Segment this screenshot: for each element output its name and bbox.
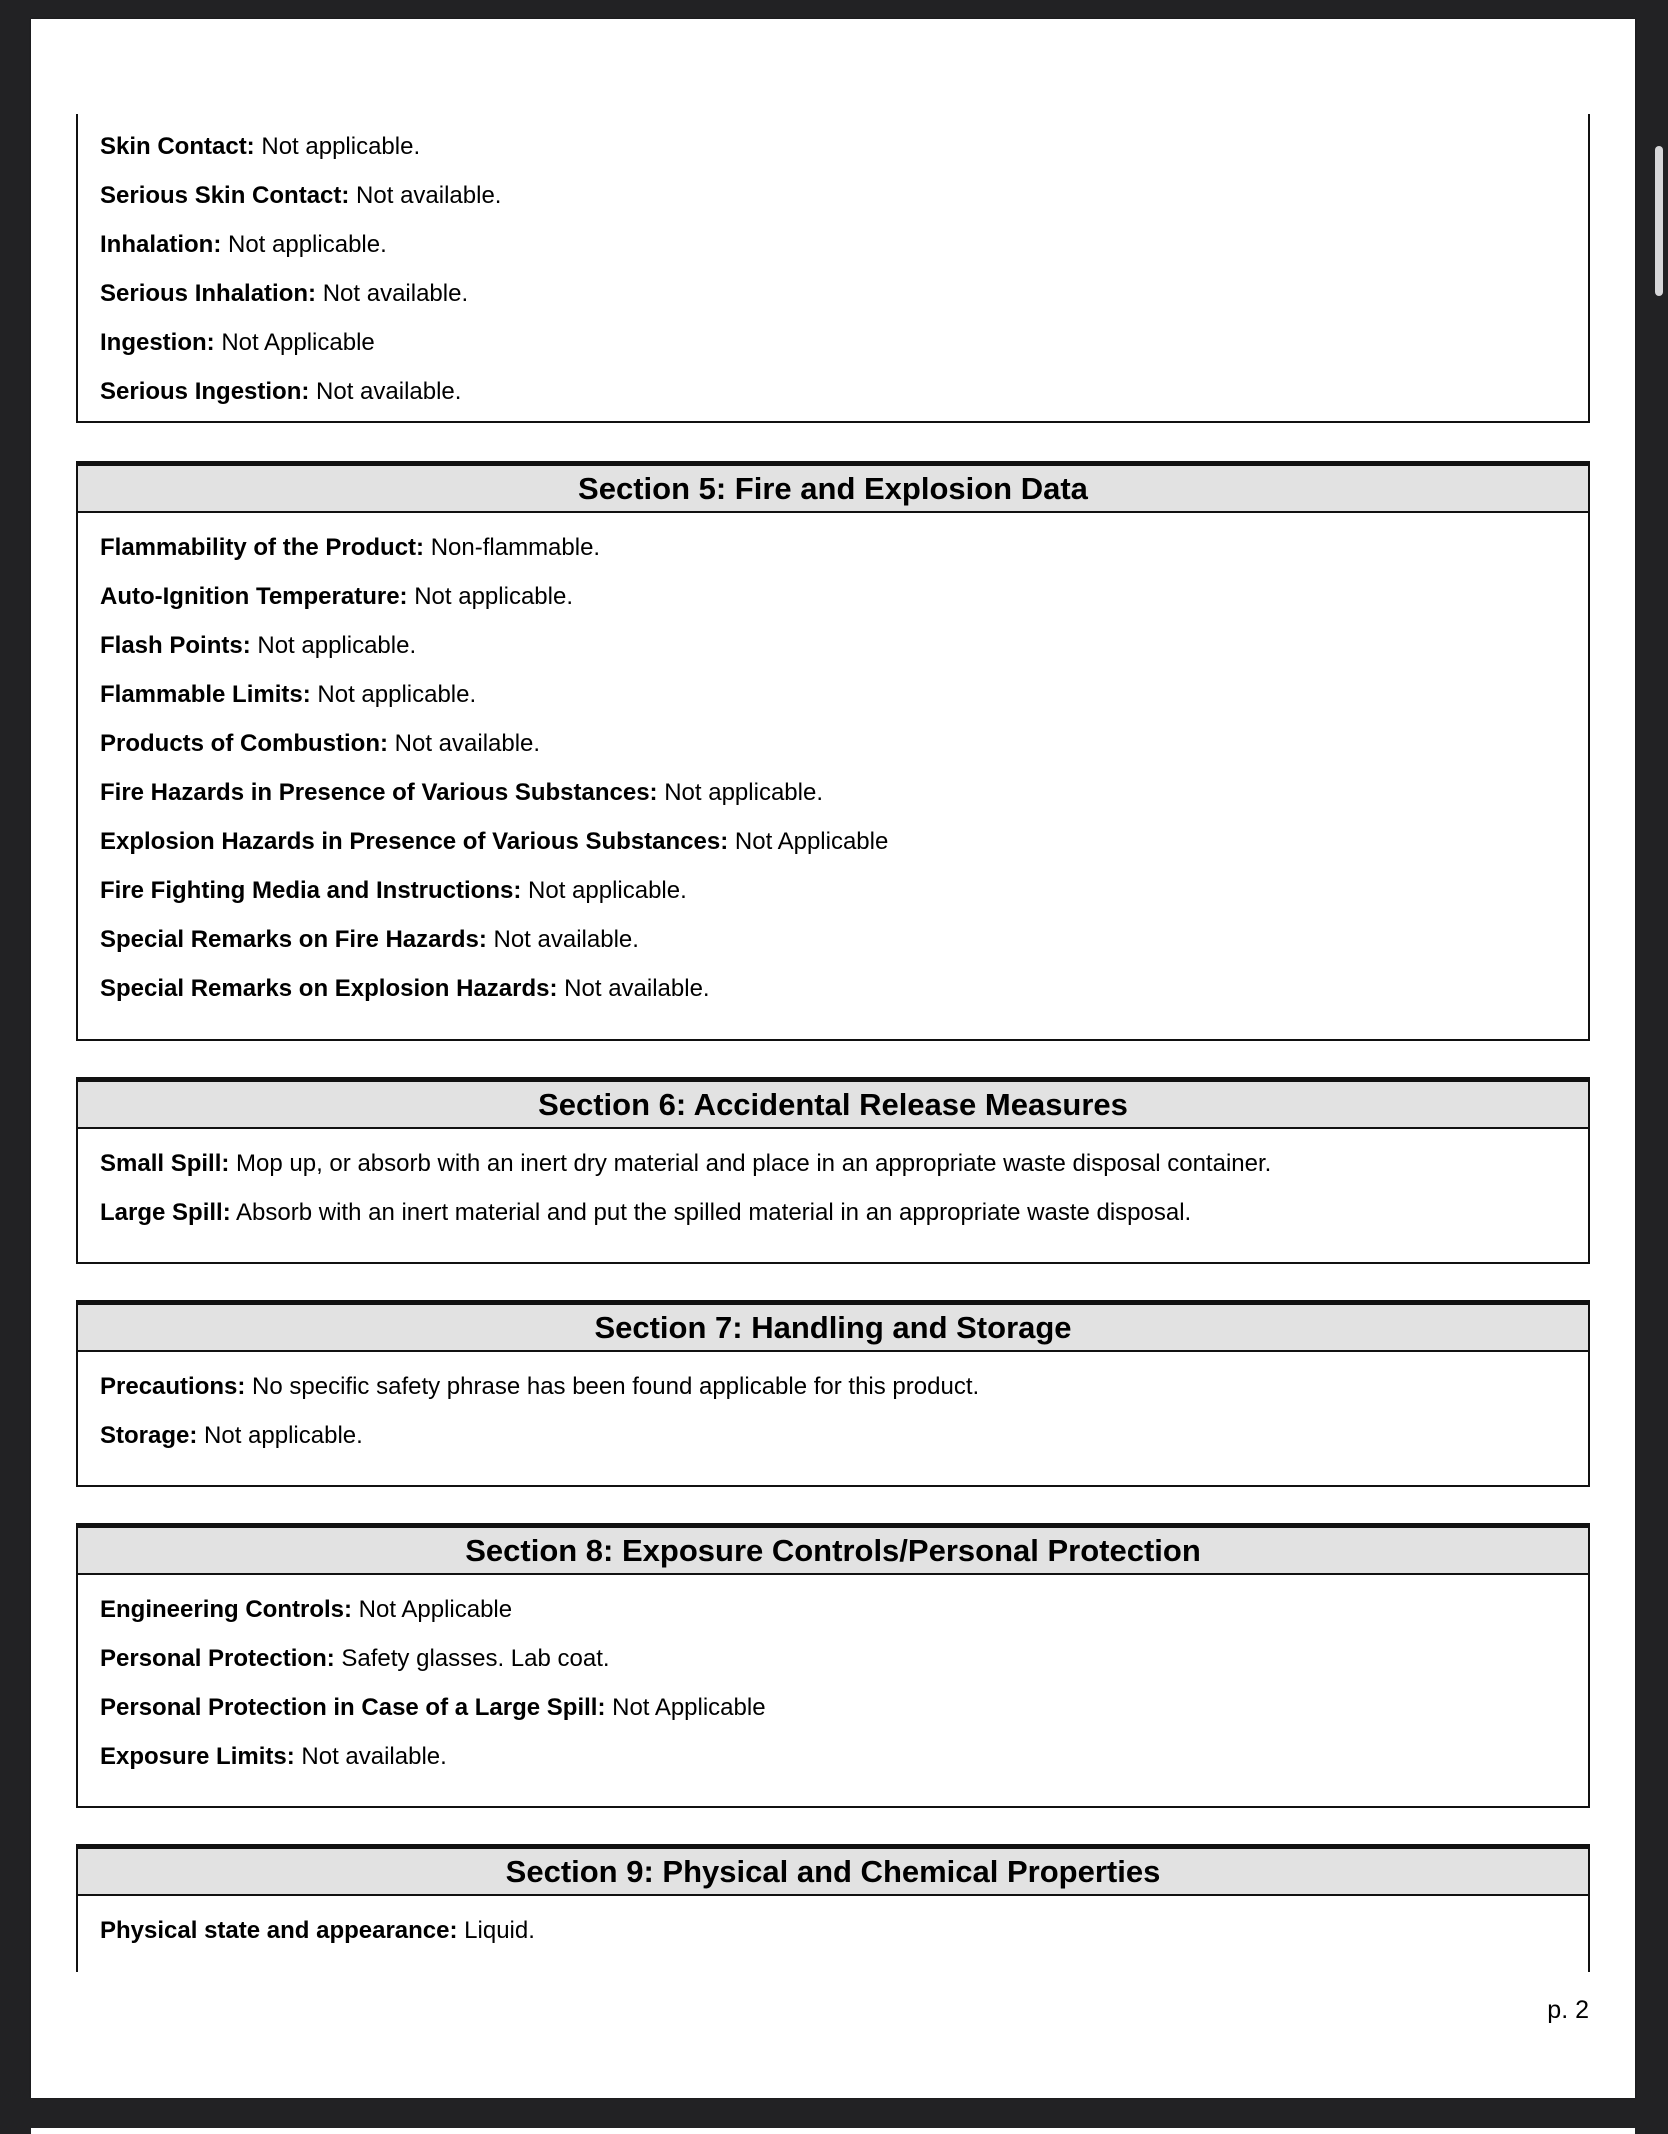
field-value: Not available. bbox=[564, 975, 710, 1002]
field-value: Not available. bbox=[316, 378, 462, 405]
field-row bbox=[100, 1415, 1588, 1464]
field-row bbox=[100, 1589, 1588, 1638]
field-value: Not Applicable bbox=[612, 1694, 766, 1721]
field-value: Not applicable. bbox=[664, 779, 823, 806]
field-row bbox=[100, 1736, 1588, 1785]
field-value: Not applicable. bbox=[228, 231, 387, 258]
field-value: Safety glasses. Lab coat. bbox=[341, 1645, 610, 1672]
field-row bbox=[100, 919, 1588, 968]
field-value: Liquid. bbox=[464, 1917, 535, 1944]
field-row bbox=[100, 1638, 1588, 1687]
field-value: Not applicable. bbox=[317, 681, 477, 708]
field-row bbox=[100, 1143, 1588, 1192]
field-row bbox=[100, 1366, 1588, 1415]
field-label: Auto-Ignition Temperature: bbox=[100, 583, 408, 610]
section-title: Section 5: Fire and Explosion Data bbox=[78, 463, 1588, 513]
section-4-continued bbox=[76, 114, 1590, 423]
field-value: Absorb with an inert material and put the spilled material in an appropriate waste disposal. bbox=[236, 1199, 1192, 1226]
next-page-edge bbox=[31, 2128, 1635, 2134]
section-title: Section 7: Handling and Storage bbox=[78, 1302, 1588, 1352]
field-label: Flammable Limits: bbox=[100, 681, 311, 708]
field-label: Explosion Hazards in Presence of Various Substances: bbox=[100, 828, 729, 855]
field-row bbox=[100, 224, 1588, 273]
field-row bbox=[100, 273, 1588, 322]
field-label: Products of Combustion: bbox=[100, 730, 388, 757]
field-label: Fire Hazards in Presence of Various Substances: bbox=[100, 779, 658, 806]
field-label: Physical state and appearance: bbox=[100, 1917, 458, 1944]
field-label: Serious Inhalation: bbox=[100, 280, 317, 307]
field-value: No specific safety phrase has been found applicable for this product. bbox=[252, 1373, 980, 1400]
document-page bbox=[31, 19, 1635, 2098]
section-8 bbox=[76, 1523, 1590, 1808]
field-row bbox=[100, 527, 1588, 576]
field-row bbox=[100, 576, 1588, 625]
field-label: Special Remarks on Explosion Hazards: bbox=[100, 975, 558, 1002]
field-value: Mop up, or absorb with an inert dry material and place in an appropriate waste disposal container. bbox=[236, 1150, 1272, 1177]
field-row bbox=[100, 674, 1588, 723]
field-row bbox=[100, 175, 1588, 224]
field-row bbox=[100, 723, 1588, 772]
field-label: Storage: bbox=[100, 1422, 198, 1449]
field-row bbox=[100, 322, 1588, 371]
section-5 bbox=[76, 461, 1590, 1041]
page-number: p. 2 bbox=[1547, 1996, 1589, 2024]
section-9 bbox=[76, 1844, 1590, 1972]
field-value: Not available. bbox=[394, 730, 541, 757]
field-value: Not applicable. bbox=[528, 877, 687, 904]
field-row bbox=[100, 625, 1588, 674]
field-row bbox=[100, 1192, 1588, 1241]
field-value: Not available. bbox=[493, 926, 639, 953]
field-value: Not applicable. bbox=[257, 632, 417, 659]
field-label: Exposure Limits: bbox=[100, 1743, 295, 1770]
field-row bbox=[100, 870, 1588, 919]
field-value: Not applicable. bbox=[261, 133, 421, 160]
field-label: Ingestion: bbox=[100, 329, 215, 356]
field-label: Personal Protection: bbox=[100, 1645, 335, 1672]
field-value: Non-flammable. bbox=[430, 534, 601, 561]
field-value: Not available. bbox=[356, 182, 502, 209]
field-row bbox=[100, 371, 1588, 420]
field-label: Small Spill: bbox=[100, 1150, 230, 1177]
field-label: Serious Ingestion: bbox=[100, 378, 310, 405]
section-title: Section 6: Accidental Release Measures bbox=[78, 1079, 1588, 1129]
field-label: Fire Fighting Media and Instructions: bbox=[100, 877, 522, 904]
field-value: Not Applicable bbox=[358, 1596, 513, 1623]
field-label: Engineering Controls: bbox=[100, 1596, 352, 1623]
field-label: Flash Points: bbox=[100, 632, 251, 659]
field-value: Not Applicable bbox=[734, 828, 889, 855]
field-label: Special Remarks on Fire Hazards: bbox=[100, 926, 487, 953]
section-7 bbox=[76, 1300, 1590, 1487]
field-row bbox=[100, 821, 1588, 870]
field-label: Inhalation: bbox=[100, 231, 222, 258]
field-value: Not applicable. bbox=[414, 583, 573, 610]
field-label: Precautions: bbox=[100, 1373, 246, 1400]
section-title: Section 9: Physical and Chemical Properties bbox=[78, 1846, 1588, 1896]
field-label: Serious Skin Contact: bbox=[100, 182, 350, 209]
field-row bbox=[100, 968, 1588, 1017]
field-value: Not applicable. bbox=[204, 1422, 363, 1449]
field-row bbox=[100, 1910, 1588, 1959]
field-value: Not available. bbox=[322, 280, 469, 307]
section-6 bbox=[76, 1077, 1590, 1264]
field-value: Not Applicable bbox=[221, 329, 375, 356]
field-label: Skin Contact: bbox=[100, 133, 255, 160]
field-label: Large Spill: bbox=[100, 1199, 231, 1226]
field-row bbox=[100, 1687, 1588, 1736]
field-label: Personal Protection in Case of a Large Spill: bbox=[100, 1694, 606, 1721]
field-row bbox=[100, 126, 1588, 175]
field-row bbox=[100, 772, 1588, 821]
scrollbar-thumb[interactable] bbox=[1655, 146, 1663, 296]
field-value: Not available. bbox=[301, 1743, 447, 1770]
field-label: Flammability of the Product: bbox=[100, 534, 425, 561]
section-title: Section 8: Exposure Controls/Personal Protection bbox=[78, 1525, 1588, 1575]
